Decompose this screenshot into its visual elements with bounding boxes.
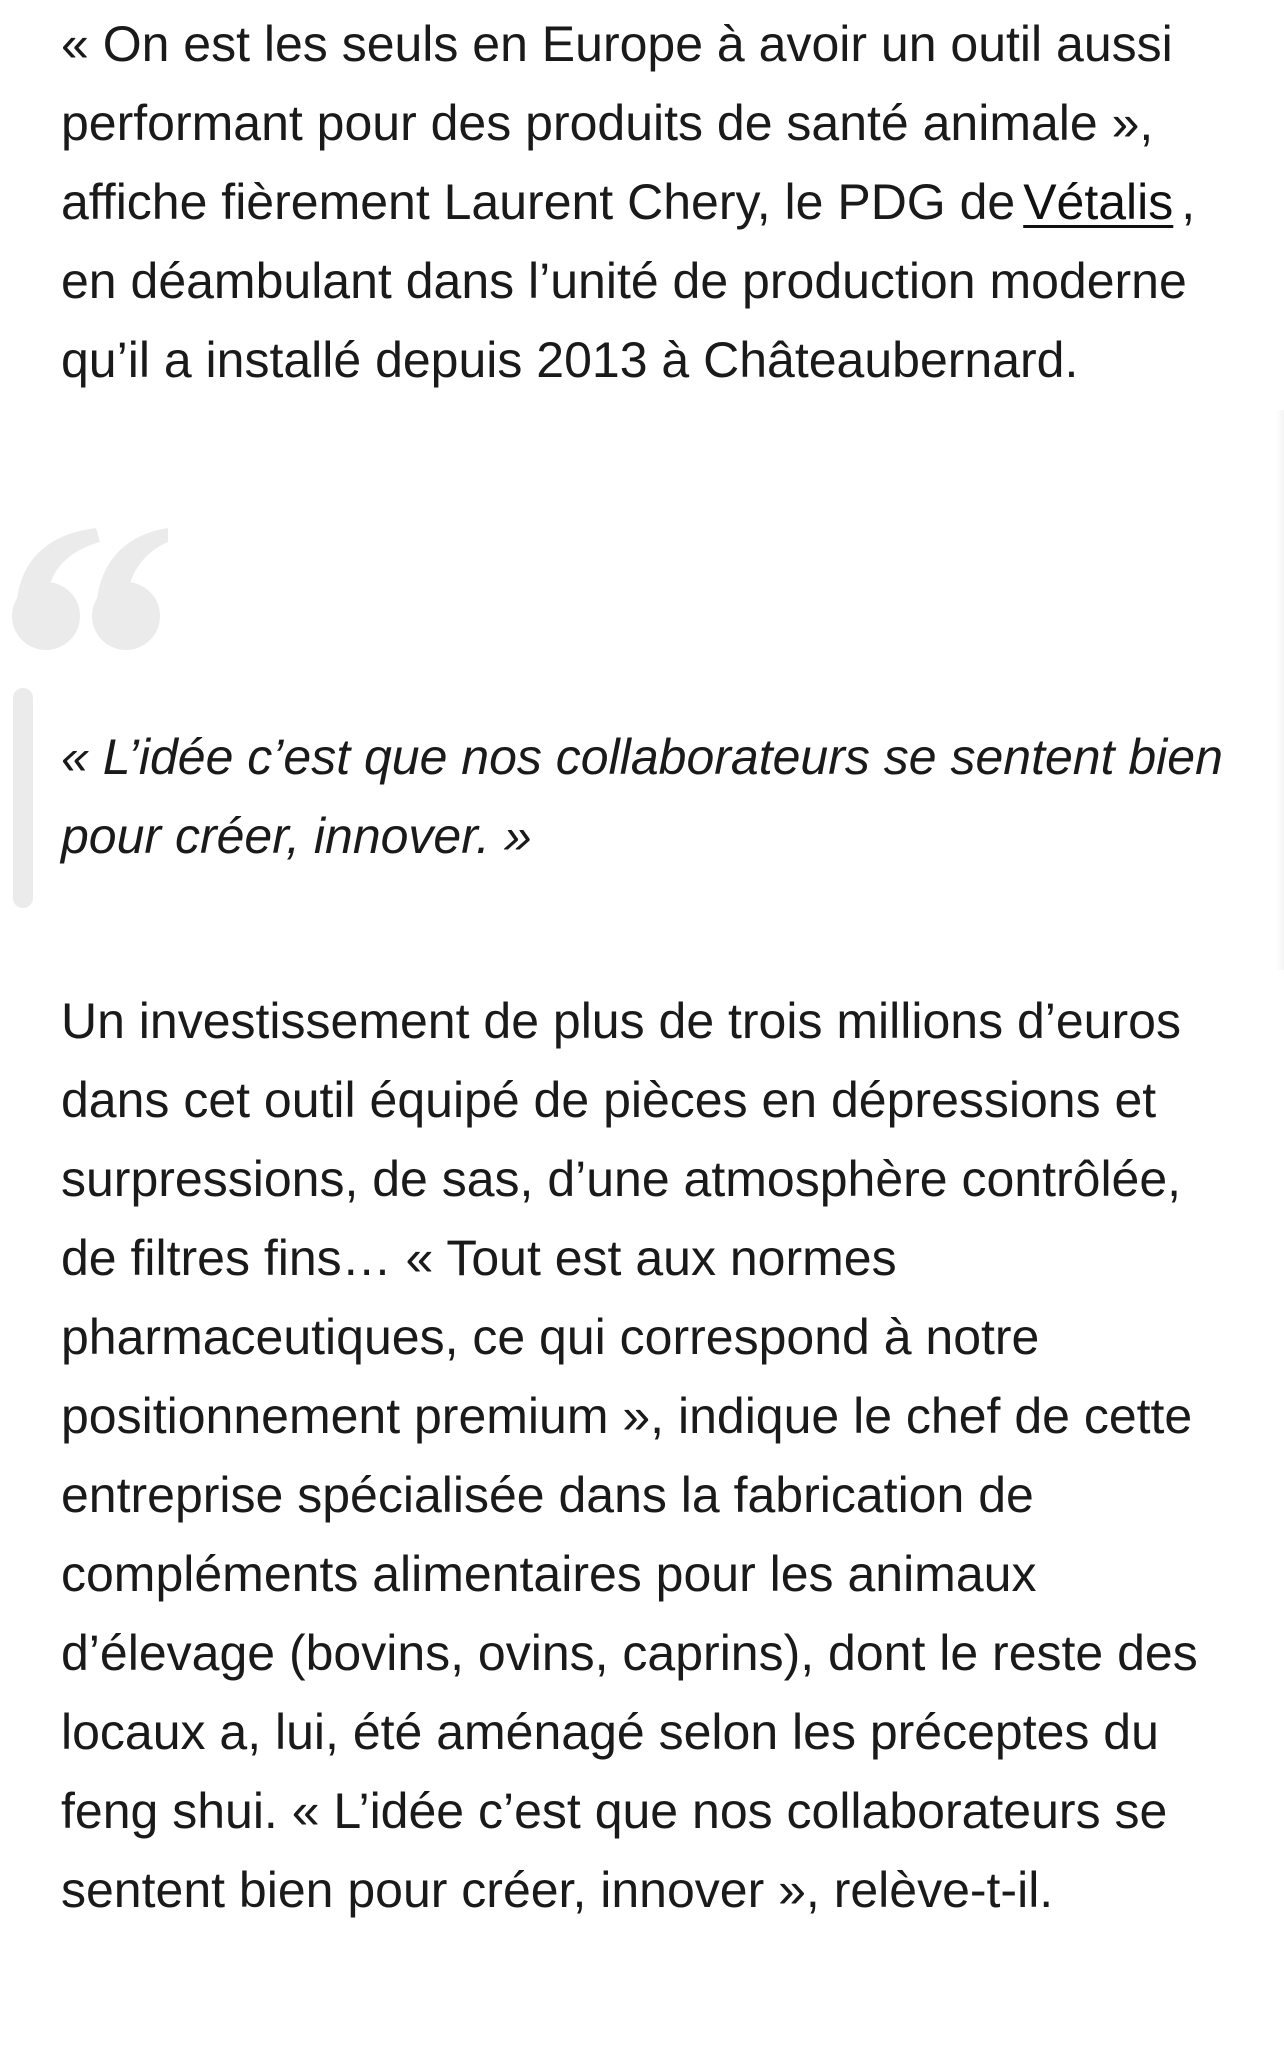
paragraph-investment: Un investissement de plus de trois millions d’euros dans cet outil équipé de pièces en dépressions et surpressions, de sas, d’une atmosphère contrôlée, de filtres fins… « Tout est aux normes pharmaceutiques, ce qui correspond à notre positionnement premium », indique le chef de cette entreprise spécialisée dans la fabrication de compléments alimentaires pour les animaux d’élevage (bovins, ovins, caprins), dont le reste des locaux a, lui, été aménagé selon les préceptes du feng shui. « L’idée c’est que nos collaborateurs se sentent bien pour créer, innover », relève-t-il. (61, 993, 1198, 1918)
scroll-edge-shadow (1276, 410, 1284, 970)
quote-accent-bar (13, 688, 33, 908)
paragraph-intro (61, 5, 1231, 400)
paragraph-intro-text-after-link: , en déambulant dans l’unité de production moderne qu’il a installé depuis 2013 à Châteaubernard. (61, 174, 1196, 388)
quote-icon (8, 520, 168, 670)
vetalis-link[interactable]: Vétalis (1023, 174, 1174, 230)
pull-quote: « L’idée c’est que nos collaborateurs se sentent bien pour créer, innover. » (61, 729, 1223, 864)
paragraph-intro-text-before-link: « On est les seuls en Europe à avoir un outil aussi performant pour des produits de santé animale », affiche fièrement Laurent Chery, le PDG de (61, 16, 1173, 230)
